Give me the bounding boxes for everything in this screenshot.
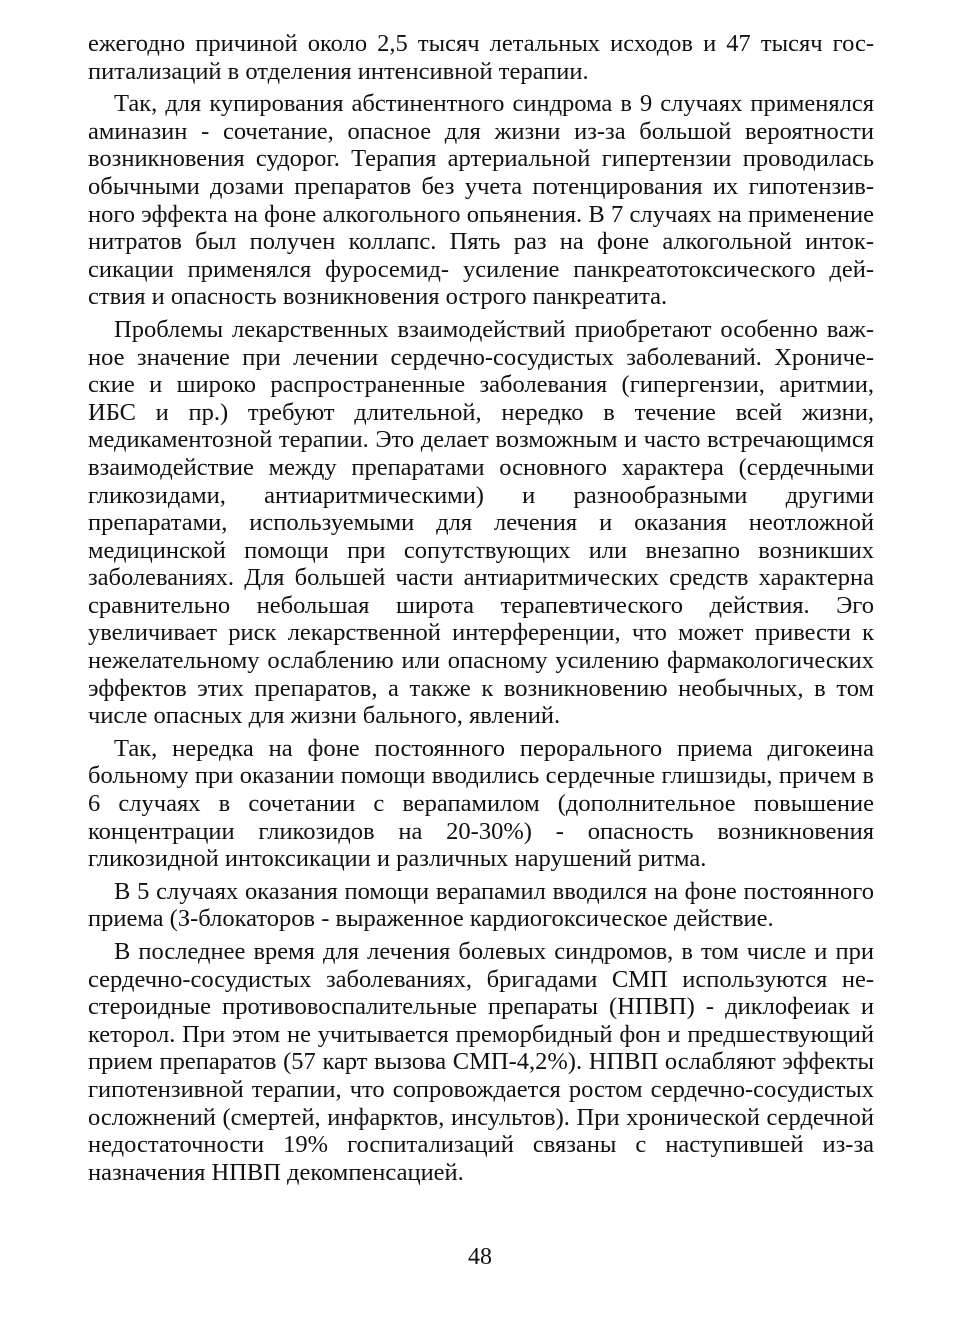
page-number: 48	[468, 1244, 492, 1270]
paragraph-verapamil: В 5 случаях оказания помощи верапамил вводился на фоне постоянного приема (З-блокаторов - выраженное кардиогоксическое действие.	[88, 877, 874, 933]
paragraph-nsaid: В последнее время для лечения болевых синдромов, в том числе и при сердечно-сосудистых заболеваниях, бригадами СМП используются нестероидные противовоспалительные препараты (НПВП) - диклофеиак и кеторол. При этом не учитывается преморбидный фон и предшествующий прием препаратов (57 карт вызова СМП-4,2%). НПВП ослабляют эффекты гипотензивной терапии, что сопровождается ростом сердечно-сосудистых осложнений (смертей, инфарктов, инсультов). При хронической сердечной недостаточности 19% госпитализаций связаны с наступившей из-за назначения НПВП декомпенсацией.	[88, 938, 874, 1186]
paragraph-digoxin: Так, нередка на фоне постоянного перорального приема дигокеина больному при оказании помощи вводились сердечные глишзиды, причем в 6 случаях в сочетании с верапамилом (дополнительное повышение концентрации гликозидов на 20-30%) - опасность возникновения гликозидной интоксикации и различных нарушений ритма.	[88, 734, 874, 873]
paragraph-continuation: ежегодно причиной около 2,5 тысяч летальных исходов и 47 тысяч госпитализаций в отделения интенсивной терапии.	[88, 30, 874, 85]
page-body	[88, 30, 874, 1191]
paragraph-drug-interactions: Проблемы лекарственных взаимодействий приобретают особенно важное значение при лечении сердечно-сосудистых заболеваний. Хронические и широко распространенные заболевания (гипергензии, аритмии, ИБС и пр.) требуют длительной, нередко в течение всей жизни, медикаментозной терапии. Это делает возможным и часто встречающимся взаимодействие между препаратами основного характера (сердечными гликозидами, антиаритмическими) и разнообразными другими препаратами, используемыми для лечения и оказания неотложной медицинской помощи при сопутствующих или внезапно возникших заболеваниях. Для большей части антиаритмических средств характерна сравнительно небольшая широта терапевтического действия. Эго увеличивает риск лекарственной интерференции, что может привести к нежелательному ослаблению или опасному усилению фармакологических эффектов этих препаратов, а также к возникновению необычных, в том числе опасных для жизни бального, явлений.	[88, 315, 874, 730]
paragraph-abstinence-therapy: Так, для купирования абстинентного синдрома в 9 случаях применялся аминазин - сочетание, опасное для жизни из-за большой вероятности возникновения судорог. Терапия артериальной гипертензии проводилась обычными дозами препаратов без учета потенцирования их гипотензивного эффекта на фоне алкогольного опьянения. В 7 случаях на применение нитратов был получен коллапс. Пять раз на фоне алкогольной интоксикации применялся фуросемид- усиление панкреатотоксического действия и опасность возникновения острого панкреатита.	[88, 90, 874, 311]
